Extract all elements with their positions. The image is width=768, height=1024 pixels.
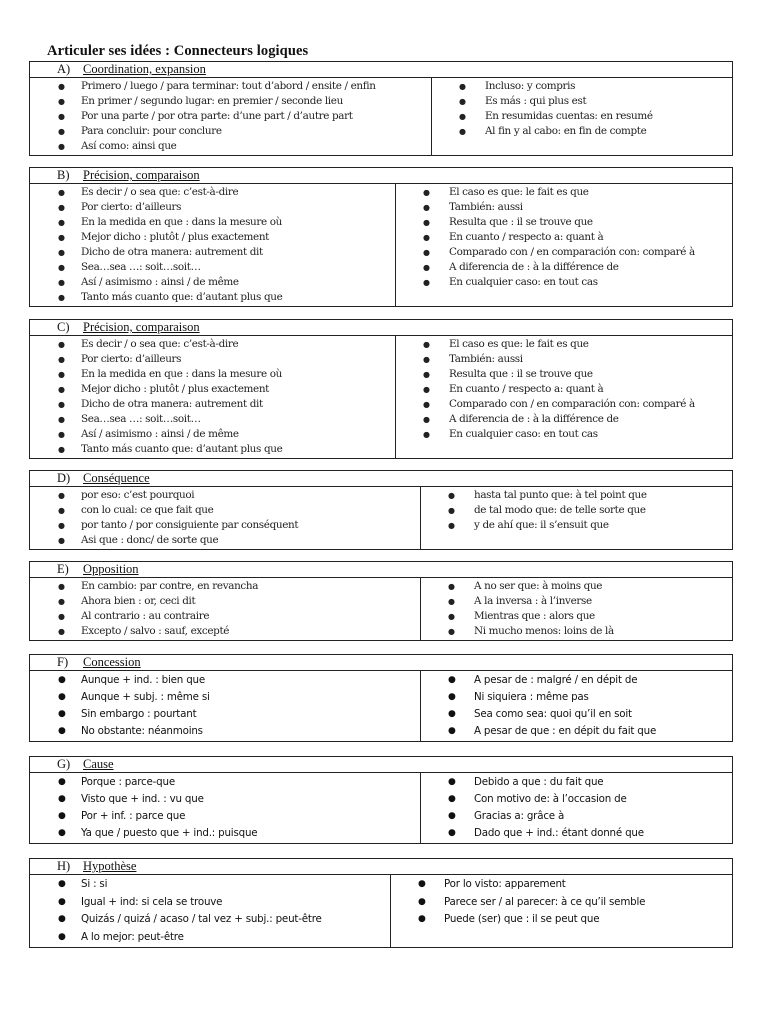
list-item xyxy=(30,260,395,275)
bullet-icon: ● xyxy=(423,188,430,197)
bullet-icon: ● xyxy=(58,914,66,924)
list-item xyxy=(421,672,732,689)
list-item xyxy=(30,876,390,894)
bullet-icon: ● xyxy=(58,931,66,942)
connector-text: Sea…sea …: soit…soit… xyxy=(81,413,201,425)
section-c xyxy=(29,319,733,459)
list-item xyxy=(30,624,420,639)
bullet-icon: ● xyxy=(448,582,455,591)
list-item xyxy=(396,337,732,352)
connector-text: Dicho de otra manera: autrement dit xyxy=(81,398,263,410)
list-item xyxy=(432,79,732,94)
list-item xyxy=(421,609,732,624)
list-item xyxy=(30,427,395,442)
list-item xyxy=(30,124,431,139)
bullet-icon: ● xyxy=(58,370,65,379)
bullet-icon: ● xyxy=(459,82,466,91)
section-g xyxy=(29,756,733,844)
connector-text: Visto que + ind. : vu que xyxy=(81,793,204,805)
bullet-icon: ● xyxy=(448,777,456,787)
section-letter: A) xyxy=(57,62,71,76)
bullet-icon: ● xyxy=(58,445,65,454)
connector-list xyxy=(30,578,420,640)
section-header xyxy=(30,859,732,875)
bullet-icon: ● xyxy=(58,627,65,636)
list-item xyxy=(30,215,395,230)
connector-text: Por cierto: d’ailleurs xyxy=(81,201,182,213)
list-item xyxy=(30,367,395,382)
bullet-icon: ● xyxy=(58,340,65,349)
section-title: Conséquence xyxy=(83,471,150,485)
connector-text: En la medida en que : dans la mesure où xyxy=(81,368,283,380)
left-column xyxy=(30,875,391,947)
list-item xyxy=(421,594,732,609)
connector-text: Comparado con / en comparación con: comparé à xyxy=(449,246,695,258)
connector-list xyxy=(432,78,732,140)
bullet-icon: ● xyxy=(423,203,430,212)
connector-text: No obstante: néanmoins xyxy=(81,725,203,737)
right-column xyxy=(396,184,732,306)
list-item xyxy=(30,791,420,808)
section-f xyxy=(29,654,733,742)
list-item xyxy=(30,352,395,367)
bullet-icon: ● xyxy=(58,879,66,889)
bullet-icon: ● xyxy=(58,233,65,242)
bullet-icon: ● xyxy=(58,385,65,394)
bullet-icon: ● xyxy=(459,97,466,106)
bullet-icon: ● xyxy=(448,828,456,838)
list-item xyxy=(421,723,732,740)
bullet-icon: ● xyxy=(58,400,65,409)
connector-text: Tanto más cuanto que: d’autant plus que xyxy=(81,291,283,303)
bullet-icon: ● xyxy=(58,248,65,257)
bullet-icon: ● xyxy=(58,142,65,151)
bullet-icon: ● xyxy=(58,112,65,121)
bullet-icon: ● xyxy=(423,370,430,379)
bullet-icon: ● xyxy=(58,777,66,787)
bullet-icon: ● xyxy=(58,355,65,364)
connector-text: Incluso: y compris xyxy=(485,80,576,92)
connector-text: Dicho de otra manera: autrement dit xyxy=(81,246,263,258)
bullet-icon: ● xyxy=(58,506,65,515)
connector-text: Sea…sea …: soit…soit… xyxy=(81,261,201,273)
bullet-icon: ● xyxy=(423,385,430,394)
left-column xyxy=(30,336,396,458)
bullet-icon: ● xyxy=(58,794,66,804)
bullet-icon: ● xyxy=(58,692,66,702)
bullet-icon: ● xyxy=(448,726,456,736)
bullet-icon: ● xyxy=(58,811,66,821)
bullet-icon: ● xyxy=(58,536,65,545)
connector-text: Resulta que : il se trouve que xyxy=(449,216,593,228)
connector-list xyxy=(30,487,420,549)
list-item xyxy=(30,706,420,723)
document-title: Articuler ses idées : Connecteurs logiques xyxy=(47,43,309,59)
bullet-icon: ● xyxy=(58,82,65,91)
connector-text: Tanto más cuanto que: d’autant plus que xyxy=(81,443,283,455)
connector-text: Sin embargo : pourtant xyxy=(81,708,197,720)
bullet-icon: ● xyxy=(448,811,456,821)
list-item xyxy=(30,185,395,200)
list-item xyxy=(421,488,732,503)
connector-text: Puede (ser) que : il se peut que xyxy=(444,913,600,925)
section-header xyxy=(30,562,732,578)
connector-text: Resulta que : il se trouve que xyxy=(449,368,593,380)
connector-text: En cambio: par contre, en revancha xyxy=(81,580,259,592)
bullet-icon: ● xyxy=(459,112,466,121)
list-item xyxy=(396,427,732,442)
list-item xyxy=(421,624,732,639)
list-item xyxy=(30,79,431,94)
list-item xyxy=(432,94,732,109)
list-item xyxy=(432,124,732,139)
list-item xyxy=(396,200,732,215)
bullet-icon: ● xyxy=(448,627,455,636)
bullet-icon: ● xyxy=(448,794,456,804)
list-item xyxy=(396,397,732,412)
connector-text: En primer / segundo lugar: en premier / seconde lieu xyxy=(81,95,343,107)
connector-text: Así / asimismo : ainsi / de même xyxy=(81,428,239,440)
left-column xyxy=(30,773,421,843)
bullet-icon: ● xyxy=(58,828,66,838)
connector-text: Al contrario : au contraire xyxy=(81,610,210,622)
list-item xyxy=(396,412,732,427)
section-title: Précision, comparaison xyxy=(83,168,200,182)
list-item xyxy=(30,774,420,791)
bullet-icon: ● xyxy=(58,675,66,685)
connector-text: En resumidas cuentas: en resumé xyxy=(485,110,653,122)
section-d xyxy=(29,470,733,550)
list-item xyxy=(30,672,420,689)
bullet-icon: ● xyxy=(58,597,65,606)
section-header xyxy=(30,320,732,336)
connector-text: Mejor dicho : plutôt / plus exactement xyxy=(81,231,269,243)
list-item xyxy=(30,245,395,260)
connector-text: En cuanto / respecto a: quant à xyxy=(449,231,604,243)
bullet-icon: ● xyxy=(423,355,430,364)
connector-text: Mientras que : alors que xyxy=(474,610,595,622)
connector-list xyxy=(30,184,395,306)
list-item xyxy=(30,689,420,706)
connector-text: por eso: c’est pourquoi xyxy=(81,489,195,501)
left-column xyxy=(30,78,432,155)
connector-list xyxy=(30,78,431,155)
bullet-icon: ● xyxy=(423,400,430,409)
connector-text: Por lo visto: apparement xyxy=(444,878,566,890)
connector-text: Así como: ainsi que xyxy=(81,140,177,152)
connector-text: Excepto / salvo : sauf, excepté xyxy=(81,625,230,637)
right-column xyxy=(421,773,732,843)
connector-list xyxy=(396,184,732,291)
left-column xyxy=(30,487,421,549)
connector-text: Por una parte / por otra parte: d’une part / d’autre part xyxy=(81,110,353,122)
section-header xyxy=(30,168,732,184)
connector-text: En la medida en que : dans la mesure où xyxy=(81,216,283,228)
bullet-icon: ● xyxy=(58,521,65,530)
connector-text: Asi que : donc/ de sorte que xyxy=(81,534,219,546)
list-item xyxy=(396,352,732,367)
left-column xyxy=(30,184,396,306)
list-item xyxy=(30,609,420,624)
connector-text: Quizás / quizá / acaso / tal vez + subj.: peut-être xyxy=(81,913,322,925)
bullet-icon: ● xyxy=(58,709,66,719)
connector-text: Sea como sea: quoi qu’il en soit xyxy=(474,708,632,720)
connector-list xyxy=(421,578,732,640)
connector-text: Con motivo de: à l’occasion de xyxy=(474,793,627,805)
list-item xyxy=(432,109,732,124)
connector-text: Es más : qui plus est xyxy=(485,95,587,107)
bullet-icon: ● xyxy=(448,675,456,685)
list-item xyxy=(30,412,395,427)
connector-text: Por cierto: d’ailleurs xyxy=(81,353,182,365)
list-item xyxy=(30,533,420,548)
bullet-icon: ● xyxy=(448,597,455,606)
list-item xyxy=(30,894,390,912)
section-letter: D) xyxy=(57,471,71,485)
section-title: Précision, comparaison xyxy=(83,320,200,334)
list-item xyxy=(30,579,420,594)
bullet-icon: ● xyxy=(418,896,426,907)
list-item xyxy=(30,290,395,305)
connector-text: Si : si xyxy=(81,878,108,890)
section-h xyxy=(29,858,733,948)
list-item xyxy=(30,230,395,245)
connector-text: Comparado con / en comparación con: comparé à xyxy=(449,398,695,410)
list-item xyxy=(421,774,732,791)
connector-text: hasta tal punto que: à tel point que xyxy=(474,489,647,501)
connector-text: por tanto / por consiguiente par conséquent xyxy=(81,519,299,531)
right-column xyxy=(421,671,732,741)
bullet-icon: ● xyxy=(423,430,430,439)
connector-text: En cuanto / respecto a: quant à xyxy=(449,383,604,395)
connector-text: de tal modo que: de telle sorte que xyxy=(474,504,646,516)
connector-text: A diferencia de : à la différence de xyxy=(449,413,619,425)
bullet-icon: ● xyxy=(423,415,430,424)
right-column xyxy=(396,336,732,458)
connector-text: Aunque + subj. : même si xyxy=(81,691,210,703)
list-item xyxy=(30,825,420,842)
connector-list xyxy=(30,336,395,458)
list-item xyxy=(30,594,420,609)
section-letter: E) xyxy=(57,562,69,576)
connector-list xyxy=(30,875,390,947)
list-item xyxy=(30,518,420,533)
left-column xyxy=(30,578,421,640)
connector-list xyxy=(391,875,732,930)
connector-text: con lo cual: ce que fait que xyxy=(81,504,214,516)
section-title: Coordination, expansion xyxy=(83,62,206,76)
connector-list xyxy=(396,336,732,443)
connector-text: Gracias a: grâce à xyxy=(474,810,565,822)
connector-text: También: aussi xyxy=(449,353,523,365)
list-item xyxy=(30,929,390,947)
list-item xyxy=(421,518,732,533)
connector-text: Primero / luego / para terminar: tout d’abord / ensite / enfin xyxy=(81,80,376,92)
section-title: Cause xyxy=(83,757,114,771)
list-item xyxy=(30,911,390,929)
connector-text: Es decir / o sea que: c’est-à-dire xyxy=(81,338,239,350)
connector-text: A diferencia de : à la différence de xyxy=(449,261,619,273)
bullet-icon: ● xyxy=(418,879,426,889)
connector-text: Así / asimismo : ainsi / de même xyxy=(81,276,239,288)
connector-text: También: aussi xyxy=(449,201,523,213)
list-item xyxy=(421,689,732,706)
list-item xyxy=(30,442,395,457)
list-item xyxy=(396,260,732,275)
connector-text: En cualquier caso: en tout cas xyxy=(449,428,598,440)
list-item xyxy=(30,382,395,397)
list-item xyxy=(30,488,420,503)
bullet-icon: ● xyxy=(58,582,65,591)
bullet-icon: ● xyxy=(58,188,65,197)
section-header xyxy=(30,655,732,671)
bullet-icon: ● xyxy=(58,491,65,500)
list-item xyxy=(30,723,420,740)
bullet-icon: ● xyxy=(423,248,430,257)
bullet-icon: ● xyxy=(58,612,65,621)
list-item xyxy=(391,876,732,894)
bullet-icon: ● xyxy=(448,612,455,621)
connector-text: A pesar de que : en dépit du fait que xyxy=(474,725,657,737)
right-column xyxy=(391,875,732,947)
list-item xyxy=(391,911,732,929)
list-item xyxy=(30,94,431,109)
connector-text: Por + inf. : parce que xyxy=(81,810,186,822)
connector-text: Porque : parce-que xyxy=(81,776,175,788)
connector-text: Es decir / o sea que: c’est-à-dire xyxy=(81,186,239,198)
bullet-icon: ● xyxy=(448,521,455,530)
list-item xyxy=(396,275,732,290)
section-letter: G) xyxy=(57,757,71,771)
connector-text: A la inversa : à l’inverse xyxy=(474,595,592,607)
section-header xyxy=(30,62,732,78)
right-column xyxy=(421,578,732,640)
section-letter: C) xyxy=(57,320,70,334)
connector-text: Aunque + ind. : bien que xyxy=(81,674,206,686)
connector-text: Ni mucho menos: loins de là xyxy=(474,625,614,637)
connector-text: Mejor dicho : plutôt / plus exactement xyxy=(81,383,269,395)
connector-list xyxy=(421,671,732,741)
bullet-icon: ● xyxy=(58,127,65,136)
section-title: Opposition xyxy=(83,562,139,576)
section-a xyxy=(29,61,733,156)
bullet-icon: ● xyxy=(423,233,430,242)
list-item xyxy=(30,808,420,825)
list-item xyxy=(421,808,732,825)
list-item xyxy=(30,397,395,412)
list-item xyxy=(30,275,395,290)
section-header xyxy=(30,757,732,773)
connector-text: Al fin y al cabo: en fin de compte xyxy=(485,125,647,137)
connector-text: El caso es que: le fait es que xyxy=(449,186,589,198)
bullet-icon: ● xyxy=(58,415,65,424)
list-item xyxy=(396,245,732,260)
bullet-icon: ● xyxy=(448,692,456,702)
list-item xyxy=(30,139,431,154)
bullet-icon: ● xyxy=(423,218,430,227)
section-title: Concession xyxy=(83,655,141,669)
connector-list xyxy=(421,773,732,843)
section-header xyxy=(30,471,732,487)
bullet-icon: ● xyxy=(448,709,456,719)
connector-text: y de ahí que: il s’ensuit que xyxy=(474,519,609,531)
bullet-icon: ● xyxy=(58,293,65,302)
list-item xyxy=(421,791,732,808)
list-item xyxy=(30,503,420,518)
bullet-icon: ● xyxy=(423,278,430,287)
list-item xyxy=(396,382,732,397)
list-item xyxy=(396,215,732,230)
bullet-icon: ● xyxy=(418,914,426,924)
connector-text: Igual + ind: si cela se trouve xyxy=(81,895,223,908)
bullet-icon: ● xyxy=(448,491,455,500)
bullet-icon: ● xyxy=(58,726,66,736)
list-item xyxy=(421,706,732,723)
connector-text: En cualquier caso: en tout cas xyxy=(449,276,598,288)
right-column xyxy=(421,487,732,549)
list-item xyxy=(421,579,732,594)
bullet-icon: ● xyxy=(448,506,455,515)
list-item xyxy=(30,200,395,215)
bullet-icon: ● xyxy=(58,218,65,227)
connector-list xyxy=(30,671,420,741)
bullet-icon: ● xyxy=(58,278,65,287)
connector-text: Para concluir: pour conclure xyxy=(81,125,222,137)
section-b xyxy=(29,167,733,307)
bullet-icon: ● xyxy=(58,97,65,106)
bullet-icon: ● xyxy=(459,127,466,136)
list-item xyxy=(391,894,732,912)
connector-text: Ahora bien : or, ceci dit xyxy=(81,595,196,607)
bullet-icon: ● xyxy=(58,263,65,272)
list-item xyxy=(396,367,732,382)
connector-text: Parece ser / al parecer: à ce qu’il semble xyxy=(444,895,646,908)
bullet-icon: ● xyxy=(423,263,430,272)
bullet-icon: ● xyxy=(423,340,430,349)
list-item xyxy=(30,337,395,352)
list-item xyxy=(30,109,431,124)
section-letter: F) xyxy=(57,655,69,669)
connector-text: A no ser que: à moins que xyxy=(474,580,603,592)
connector-text: El caso es que: le fait es que xyxy=(449,338,589,350)
bullet-icon: ● xyxy=(58,430,65,439)
connector-text: Debido a que : du fait que xyxy=(474,776,604,788)
connector-text: Ni siquiera : même pas xyxy=(474,691,589,703)
bullet-icon: ● xyxy=(58,203,65,212)
right-column xyxy=(432,78,732,155)
connector-text: A lo mejor: peut-être xyxy=(81,930,184,943)
section-title: Hypothèse xyxy=(83,859,137,873)
section-letter: H) xyxy=(57,859,71,873)
list-item xyxy=(396,185,732,200)
connector-text: A pesar de : malgré / en dépit de xyxy=(474,674,638,686)
section-letter: B) xyxy=(57,168,70,182)
bullet-icon: ● xyxy=(58,896,66,907)
section-e xyxy=(29,561,733,641)
connector-list xyxy=(30,773,420,843)
connector-text: Ya que / puesto que + ind.: puisque xyxy=(81,827,258,839)
connector-list xyxy=(421,487,732,534)
left-column xyxy=(30,671,421,741)
list-item xyxy=(396,230,732,245)
list-item xyxy=(421,825,732,842)
connector-text: Dado que + ind.: étant donné que xyxy=(474,827,644,839)
list-item xyxy=(421,503,732,518)
